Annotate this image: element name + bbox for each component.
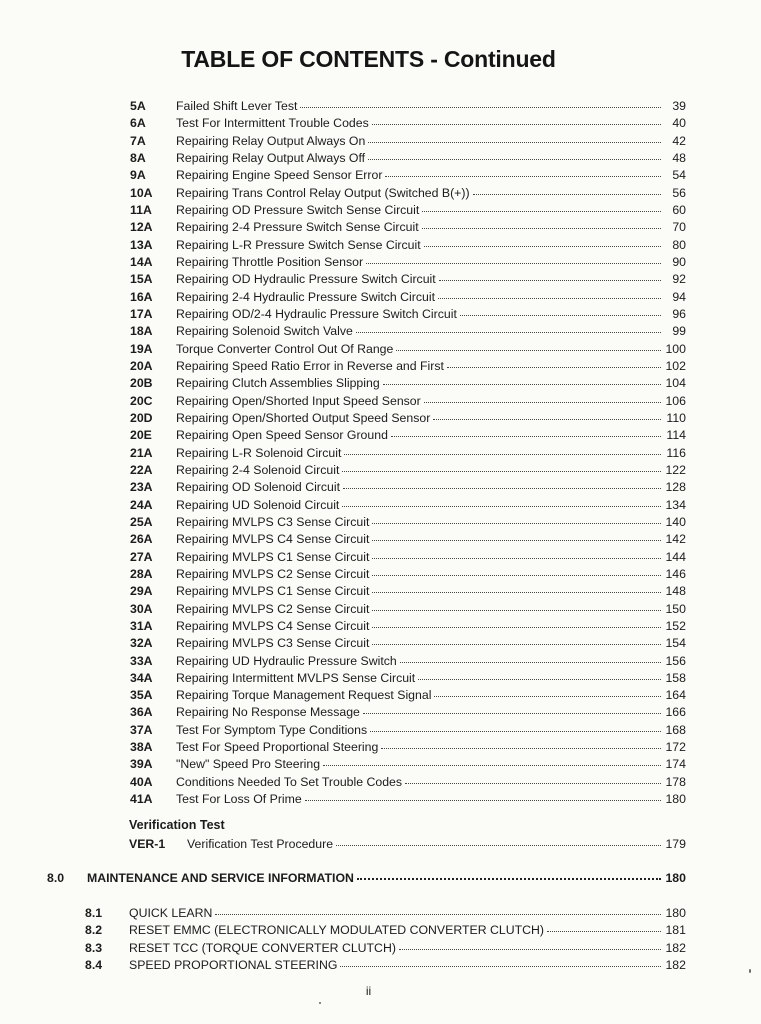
entry-code: 13A bbox=[130, 237, 153, 252]
entry-label: Repairing OD/2-4 Hydraulic Pressure Switch Circuit bbox=[176, 306, 457, 321]
toc-entry[interactable] bbox=[130, 254, 686, 271]
entry-label: Repairing MVLPS C3 Sense Circuit bbox=[176, 514, 370, 529]
dot-leader bbox=[399, 939, 661, 950]
entry-code: 8.4 bbox=[85, 958, 103, 973]
entry-label: Repairing Speed Ratio Error in Reverse and First bbox=[176, 358, 444, 373]
page-number-footer: ii bbox=[365, 984, 372, 998]
toc-entry[interactable] bbox=[130, 670, 686, 687]
toc-entry[interactable] bbox=[130, 704, 686, 721]
entry-code: 30A bbox=[130, 601, 153, 616]
subsection-entry[interactable] bbox=[85, 957, 686, 974]
entry-code: 34A bbox=[130, 670, 153, 685]
toc-entry[interactable] bbox=[130, 185, 686, 202]
entry-label: Repairing No Response Message bbox=[176, 705, 360, 720]
entry-page: 164 bbox=[665, 688, 686, 703]
entry-code: 37A bbox=[130, 722, 153, 737]
entry-page: 178 bbox=[665, 774, 686, 789]
entry-code: 21A bbox=[130, 445, 153, 460]
toc-entry[interactable] bbox=[130, 167, 686, 184]
entry-label: Repairing Relay Output Always Off bbox=[176, 150, 366, 165]
entry-code: 6A bbox=[130, 116, 146, 131]
entry-label: Test For Symptom Type Conditions bbox=[176, 722, 368, 737]
entry-code: 10A bbox=[130, 185, 153, 200]
toc-entry[interactable] bbox=[130, 687, 686, 704]
dot-leader bbox=[372, 565, 661, 576]
toc-entry[interactable] bbox=[130, 774, 686, 791]
dot-leader bbox=[368, 149, 661, 160]
entry-page: 114 bbox=[666, 428, 686, 443]
dot-leader bbox=[372, 530, 661, 541]
entry-page: 180 bbox=[665, 906, 686, 920]
dot-leader bbox=[366, 253, 661, 264]
toc-entry[interactable] bbox=[130, 635, 686, 652]
entry-label: Test For Speed Proportional Steering bbox=[176, 740, 379, 755]
entry-page: 152 bbox=[665, 618, 686, 633]
entry-label: Repairing Throttle Position Sensor bbox=[176, 254, 364, 269]
section-heading-8-0[interactable] bbox=[47, 870, 686, 887]
subsection-list bbox=[85, 905, 686, 975]
toc-entry[interactable] bbox=[130, 722, 686, 739]
entry-page: 96 bbox=[672, 306, 686, 321]
toc-entry[interactable] bbox=[130, 756, 686, 773]
toc-entry[interactable] bbox=[130, 566, 686, 583]
dot-leader bbox=[215, 904, 661, 915]
entry-page: 39 bbox=[672, 99, 686, 113]
entry-page: 146 bbox=[665, 566, 686, 581]
dot-leader bbox=[460, 305, 661, 316]
entry-code: 8A bbox=[130, 150, 146, 165]
dot-leader bbox=[473, 184, 661, 195]
entry-label: Repairing Relay Output Always On bbox=[176, 133, 366, 148]
toc-entry[interactable] bbox=[130, 427, 686, 444]
entry-label: Repairing MVLPS C2 Sense Circuit bbox=[176, 601, 370, 616]
dot-leader bbox=[340, 956, 661, 967]
entry-code: 18A bbox=[130, 324, 153, 339]
entry-code: 22A bbox=[130, 462, 153, 477]
entry-page: 142 bbox=[665, 532, 686, 547]
toc-entry[interactable] bbox=[130, 341, 686, 358]
entry-label: Repairing OD Solenoid Circuit bbox=[176, 480, 341, 495]
entry-label: Repairing L-R Pressure Switch Sense Circuit bbox=[176, 237, 421, 252]
dot-leader bbox=[356, 322, 661, 333]
dot-leader bbox=[381, 738, 661, 749]
entry-label: Repairing OD Pressure Switch Sense Circuit bbox=[176, 202, 420, 217]
entry-page: 80 bbox=[672, 237, 686, 252]
entry-page: 150 bbox=[665, 601, 686, 616]
toc-entry[interactable] bbox=[130, 133, 686, 150]
entry-label: Repairing MVLPS C1 Sense Circuit bbox=[176, 584, 370, 599]
entry-label: Repairing MVLPS C4 Sense Circuit bbox=[176, 618, 370, 633]
dot-leader bbox=[336, 835, 661, 846]
entry-page: 180 bbox=[665, 792, 686, 807]
entry-code: 32A bbox=[130, 636, 153, 651]
entry-code: 15A bbox=[130, 272, 153, 287]
dot-leader bbox=[405, 773, 661, 784]
toc-entry[interactable] bbox=[130, 410, 686, 427]
entry-code: 19A bbox=[130, 341, 153, 356]
entry-code: VER-1 bbox=[129, 837, 166, 851]
entry-page: 90 bbox=[672, 254, 686, 269]
entry-code: 38A bbox=[130, 740, 153, 755]
entry-label: QUICK LEARN bbox=[129, 906, 213, 920]
entry-label: Conditions Needed To Set Trouble Codes bbox=[176, 774, 403, 789]
toc-entry[interactable] bbox=[130, 531, 686, 548]
entry-label: Repairing Open/Shorted Output Speed Sensor bbox=[176, 410, 431, 425]
entry-label: Repairing MVLPS C4 Sense Circuit bbox=[176, 532, 370, 547]
dot-leader bbox=[372, 617, 661, 628]
entry-code: 31A bbox=[130, 618, 153, 633]
entry-label: Test For Intermittent Trouble Codes bbox=[176, 116, 369, 131]
entry-code: 29A bbox=[130, 584, 153, 599]
dot-leader bbox=[372, 600, 661, 611]
toc-entry[interactable] bbox=[130, 306, 686, 323]
entry-code: 33A bbox=[130, 653, 153, 668]
entry-page: 106 bbox=[665, 393, 686, 408]
dot-leader bbox=[372, 548, 661, 559]
entry-label: Repairing Clutch Assemblies Slipping bbox=[176, 376, 380, 391]
toc-entry[interactable] bbox=[130, 791, 686, 808]
entry-label: Repairing UD Hydraulic Pressure Switch bbox=[176, 653, 397, 668]
entry-code: 20B bbox=[130, 376, 153, 391]
entry-label: Repairing Engine Speed Sensor Error bbox=[176, 168, 383, 183]
entry-page: 116 bbox=[666, 445, 686, 460]
entry-code: 9A bbox=[130, 168, 146, 183]
toc-entry[interactable] bbox=[130, 358, 686, 375]
toc-list bbox=[130, 98, 686, 808]
dot-leader bbox=[418, 669, 661, 680]
toc-entry[interactable] bbox=[130, 583, 686, 600]
entry-page: 40 bbox=[672, 116, 686, 131]
subsection-entry[interactable] bbox=[85, 905, 686, 922]
entry-page: 110 bbox=[666, 410, 686, 425]
entry-code: 20A bbox=[130, 358, 153, 373]
entry-page: 182 bbox=[665, 940, 686, 955]
entry-code: 27A bbox=[130, 549, 153, 564]
dot-leader bbox=[372, 634, 661, 645]
entry-page: 134 bbox=[665, 497, 686, 512]
entry-code: 20D bbox=[130, 410, 153, 425]
toc-entry[interactable] bbox=[130, 202, 686, 219]
toc-entry[interactable] bbox=[130, 445, 686, 462]
dot-leader bbox=[547, 921, 661, 932]
entry-code: 8.3 bbox=[85, 940, 103, 955]
toc-entry[interactable] bbox=[130, 739, 686, 756]
dot-leader bbox=[323, 755, 661, 766]
dot-leader bbox=[400, 652, 661, 663]
entry-code: 5A bbox=[130, 99, 146, 113]
toc-entry[interactable] bbox=[130, 549, 686, 566]
dot-leader bbox=[342, 496, 661, 507]
entry-label: Repairing Open/Shorted Input Speed Sensor bbox=[176, 393, 421, 408]
entry-page: 94 bbox=[672, 289, 686, 304]
entry-page: 104 bbox=[665, 376, 686, 391]
section-page: 180 bbox=[665, 871, 686, 885]
entry-label: Repairing Solenoid Switch Valve bbox=[176, 324, 353, 339]
toc-entry[interactable] bbox=[130, 393, 686, 410]
dot-leader bbox=[424, 392, 661, 403]
toc-entry[interactable] bbox=[130, 323, 686, 340]
entry-label: Repairing Intermittent MVLPS Sense Circuit bbox=[176, 670, 416, 685]
dot-leader bbox=[344, 444, 661, 455]
entry-code: 28A bbox=[130, 566, 153, 581]
dot-leader bbox=[372, 582, 661, 593]
entry-code: 17A bbox=[130, 306, 153, 321]
entry-code: 23A bbox=[130, 480, 153, 495]
dot-leader bbox=[434, 686, 661, 697]
entry-page: 179 bbox=[665, 837, 686, 851]
entry-label: Repairing MVLPS C3 Sense Circuit bbox=[176, 636, 370, 651]
entry-page: 156 bbox=[665, 653, 686, 668]
verification-entry[interactable] bbox=[129, 836, 686, 853]
entry-page: 181 bbox=[665, 923, 686, 938]
entry-code: 16A bbox=[130, 289, 153, 304]
entry-page: 99 bbox=[672, 324, 686, 339]
scan-speck bbox=[319, 1002, 321, 1004]
entry-code: 14A bbox=[130, 254, 153, 269]
entry-label: Failed Shift Lever Test bbox=[176, 99, 298, 113]
dot-leader bbox=[357, 868, 661, 880]
entry-page: 144 bbox=[665, 549, 686, 564]
page-title: TABLE OF CONTENTS - Continued bbox=[181, 46, 556, 72]
entry-page: 168 bbox=[665, 722, 686, 737]
toc-entry[interactable] bbox=[130, 115, 686, 132]
toc-entry[interactable] bbox=[130, 98, 686, 115]
toc-entry[interactable] bbox=[130, 150, 686, 167]
dot-leader bbox=[439, 270, 661, 281]
dot-leader bbox=[368, 132, 661, 143]
entry-label: Repairing 2-4 Hydraulic Pressure Switch Circuit bbox=[176, 289, 436, 304]
entry-page: 60 bbox=[672, 202, 686, 217]
entry-page: 182 bbox=[665, 958, 686, 973]
entry-page: 128 bbox=[665, 480, 686, 495]
entry-label: RESET EMMC (ELECTRONICALLY MODULATED CONVERTER CLUTCH) bbox=[129, 923, 544, 938]
entry-page: 122 bbox=[665, 462, 686, 477]
dot-leader bbox=[438, 288, 661, 299]
entry-label: "New" Speed Pro Steering bbox=[176, 757, 321, 772]
dot-leader bbox=[383, 374, 661, 385]
entry-label: Repairing MVLPS C2 Sense Circuit bbox=[176, 566, 370, 581]
entry-label: Verification Test Procedure bbox=[187, 837, 334, 851]
entry-page: 70 bbox=[672, 220, 686, 235]
entry-code: 12A bbox=[130, 220, 153, 235]
toc-entry[interactable] bbox=[130, 271, 686, 288]
toc-entry[interactable] bbox=[130, 219, 686, 236]
toc-entry[interactable] bbox=[130, 497, 686, 514]
entry-page: 158 bbox=[665, 670, 686, 685]
entry-page: 102 bbox=[665, 358, 686, 373]
toc-entry[interactable] bbox=[130, 289, 686, 306]
entry-label: Repairing OD Hydraulic Pressure Switch Circuit bbox=[176, 272, 436, 287]
entry-page: 172 bbox=[665, 740, 686, 755]
dot-leader bbox=[372, 114, 661, 125]
entry-label: Test For Loss Of Prime bbox=[176, 792, 302, 807]
toc-entry[interactable] bbox=[130, 601, 686, 618]
entry-label: Repairing Torque Management Request Signal bbox=[176, 688, 432, 703]
dot-leader bbox=[447, 357, 661, 368]
entry-label: Torque Converter Control Out Of Range bbox=[176, 341, 394, 356]
entry-page: 48 bbox=[672, 150, 686, 165]
entry-code: 8.1 bbox=[85, 906, 103, 920]
entry-page: 100 bbox=[665, 341, 686, 356]
entry-page: 148 bbox=[665, 584, 686, 599]
dot-leader bbox=[422, 218, 661, 229]
entry-label: SPEED PROPORTIONAL STEERING bbox=[129, 958, 338, 973]
entry-label: Repairing L-R Solenoid Circuit bbox=[176, 445, 342, 460]
entry-label: Repairing 2-4 Pressure Switch Sense Circuit bbox=[176, 220, 419, 235]
entry-page: 56 bbox=[672, 185, 686, 200]
toc-entry[interactable] bbox=[130, 375, 686, 392]
entry-page: 92 bbox=[672, 272, 686, 287]
dot-leader bbox=[300, 97, 661, 108]
entry-code: 8.2 bbox=[85, 923, 103, 938]
entry-code: 36A bbox=[130, 705, 153, 720]
dot-leader bbox=[424, 236, 661, 247]
toc-entry[interactable] bbox=[130, 462, 686, 479]
dot-leader bbox=[363, 703, 661, 714]
dot-leader bbox=[433, 409, 661, 420]
entry-code: 24A bbox=[130, 497, 153, 512]
toc-entry[interactable] bbox=[130, 618, 686, 635]
toc-entry[interactable] bbox=[130, 479, 686, 496]
entry-page: 166 bbox=[665, 705, 686, 720]
entry-page: 42 bbox=[672, 133, 686, 148]
subsection-entry[interactable] bbox=[85, 940, 686, 957]
entry-page: 174 bbox=[665, 757, 686, 772]
entry-label: Repairing Trans Control Relay Output (Switched B(+)) bbox=[176, 185, 470, 200]
toc-entry[interactable] bbox=[130, 514, 686, 531]
dot-leader bbox=[396, 340, 661, 351]
entry-code: 11A bbox=[130, 202, 152, 217]
dot-leader bbox=[342, 461, 661, 472]
entry-page: 140 bbox=[665, 514, 686, 529]
entry-code: 41A bbox=[130, 792, 153, 807]
dot-leader bbox=[385, 166, 661, 177]
entry-label: Repairing Open Speed Sensor Ground bbox=[176, 428, 388, 443]
section-label: MAINTENANCE AND SERVICE INFORMATION bbox=[87, 871, 354, 885]
entry-page: 54 bbox=[672, 168, 686, 183]
entry-code: 39A bbox=[130, 757, 153, 772]
entry-code: 20E bbox=[130, 428, 152, 443]
dot-leader bbox=[305, 790, 661, 801]
scan-speck bbox=[749, 969, 751, 973]
dot-leader bbox=[422, 201, 661, 212]
dot-leader bbox=[391, 426, 661, 437]
entry-label: Repairing MVLPS C1 Sense Circuit bbox=[176, 549, 370, 564]
toc-entry[interactable] bbox=[130, 653, 686, 670]
entry-code: 40A bbox=[130, 774, 153, 789]
dot-leader bbox=[370, 721, 661, 732]
entry-label: Repairing UD Solenoid Circuit bbox=[176, 497, 340, 512]
verification-heading: Verification Test bbox=[129, 818, 225, 832]
entry-code: 26A bbox=[130, 532, 153, 547]
subsection-entry[interactable] bbox=[85, 922, 686, 939]
section-number: 8.0 bbox=[47, 871, 65, 885]
entry-label: RESET TCC (TORQUE CONVERTER CLUTCH) bbox=[129, 940, 396, 955]
toc-entry[interactable] bbox=[130, 237, 686, 254]
entry-code: 35A bbox=[130, 688, 153, 703]
entry-page: 154 bbox=[665, 636, 686, 651]
entry-code: 20C bbox=[130, 393, 153, 408]
dot-leader bbox=[343, 478, 661, 489]
entry-label: Repairing 2-4 Solenoid Circuit bbox=[176, 462, 340, 477]
dot-leader bbox=[372, 513, 661, 524]
entry-code: 7A bbox=[130, 133, 146, 148]
entry-code: 25A bbox=[130, 514, 153, 529]
